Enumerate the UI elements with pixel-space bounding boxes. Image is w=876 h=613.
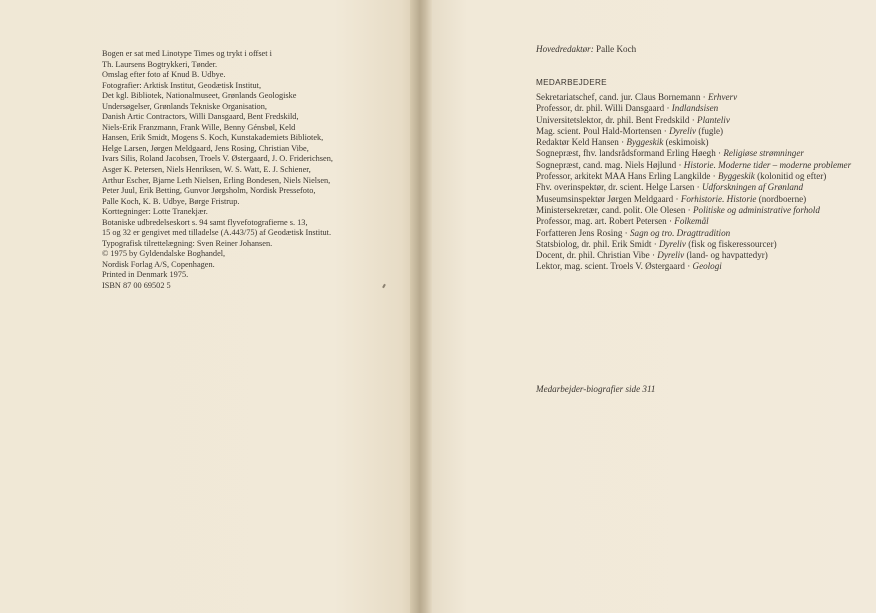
contributor-entry: Ministersekretær, cand. polit. Ole Olesen · Politiske og administrative forhold xyxy=(536,204,820,215)
colophon-line: © 1975 by Gyldendalske Boghandel, xyxy=(102,249,226,259)
contributor-entry: Universitetslektor, dr. phil. Bent Fredskild · Planteliv xyxy=(536,114,730,125)
colophon-line: Bogen er sat med Linotype Times og trykt i offset i xyxy=(102,49,272,58)
right-page xyxy=(432,0,876,613)
contributor-topic: Religiøse strømninger xyxy=(723,148,804,159)
contributor-entry: Fhv. overinspektør, dr. scient. Helge Larsen · Udforskningen af Grønland xyxy=(536,182,804,193)
contributor-name: Lektor, mag. scient. Troels V. Østergaard xyxy=(536,261,685,272)
colophon-line: Typografisk tilrettelægning: Sven Reiner Johansen. xyxy=(102,238,273,248)
contributor-topic: Planteliv xyxy=(697,114,730,125)
contributor-name: Sognepræst, cand. mag. Niels Højlund xyxy=(536,159,677,170)
contributor-name: Forfatteren Jens Rosing xyxy=(536,227,623,238)
contributor-entry: Professor, dr. phil. Willi Dansgaard · Indlandsisen xyxy=(536,103,719,114)
contributor-topic: Geologi xyxy=(692,261,722,272)
colophon xyxy=(102,49,402,292)
colophon-line: Fotografier: Arktisk Institut, Geodætisk Institut, xyxy=(102,80,262,90)
contributor-topic: Dyreliv xyxy=(657,250,685,261)
colophon-line: ISBN 87 00 69502 5 xyxy=(102,281,171,291)
left-page xyxy=(0,0,418,613)
contributor-entry: Mag. scient. Poul Hald-Mortensen · Dyreliv (fugle) xyxy=(536,125,724,136)
contributor-topic: Byggeskik xyxy=(626,137,664,148)
contributor-entry: Professor, arkitekt MAA Hans Erling Langkilde · Byggeskik (kolonitid og efter) xyxy=(536,171,827,182)
contributor-topic: Indlandsisen xyxy=(671,103,719,114)
colophon-line: Th. Laursens Bogtrykkeri, Tønder. xyxy=(102,59,218,69)
contributor-topic: Byggeskik xyxy=(717,171,755,182)
colophon-line: Arthur Escher, Bjarne Leth Nielsen, Erling Bondesen, Niels Nielsen, xyxy=(102,175,331,185)
colophon-line: Peter Juul, Erik Betting, Gunvor Jørgsholm, Nordisk Pressefoto, xyxy=(102,186,316,196)
contributor-entry: Sognepræst, cand. mag. Niels Højlund · Historie. Moderne tider – moderne problemer xyxy=(536,159,852,170)
contributor-topic: Politiske og administrative forhold xyxy=(692,204,820,215)
contributor-name: Professor, dr. phil. Willi Dansgaard xyxy=(536,103,665,114)
contributor-entry: Statsbiolog, dr. phil. Erik Smidt · Dyreliv (fisk og fiskeressourcer) xyxy=(536,238,777,249)
colophon-line: Botaniske udbredelseskort s. 94 samt flyvefotografierne s. 13, xyxy=(102,217,308,227)
editor-in-chief xyxy=(536,44,876,54)
contributor-topic: Udforskningen af Grønland xyxy=(701,182,804,193)
contributor-name: Statsbiolog, dr. phil. Erik Smidt xyxy=(536,238,652,249)
book-gutter xyxy=(410,0,432,613)
colophon-line: Helge Larsen, Jørgen Meldgaard, Jens Rosing, Christian Vibe, xyxy=(102,143,309,153)
contributor-entry: Museumsinspektør Jørgen Meldgaard · Forhistorie. Historie (nordboerne) xyxy=(536,193,807,204)
contributor-topic: Erhverv xyxy=(707,92,738,102)
contributor-entry: Sekretariatschef, cand. jur. Claus Bornemann · Erhverv xyxy=(536,92,738,102)
biographies-note: Medarbejder-biografier side 311 xyxy=(536,384,656,394)
contributor-name: Mag. scient. Poul Hald-Mortensen xyxy=(536,125,662,136)
colophon-line: Danish Artic Contractors, Willi Dansgaard, Bent Fredskild, xyxy=(102,112,299,122)
section-heading: MEDARBEJDERE xyxy=(536,78,607,87)
staff-list xyxy=(536,44,876,273)
contributor-topic: Historie. Moderne tider – moderne problemer xyxy=(683,159,852,170)
colophon-line: Omslag efter foto af Knud B. Udbye. xyxy=(102,70,226,80)
contributor-extra: (eskimoisk) xyxy=(665,137,709,148)
contributor-extra: (fisk og fiskeressourcer) xyxy=(688,238,777,249)
colophon-line: Undersøgelser, Grønlands Tekniske Organisation, xyxy=(102,101,267,111)
contributor-topic: Folkemål xyxy=(674,216,709,227)
contributor-entry: Forfatteren Jens Rosing · Sagn og tro. Dragttradition xyxy=(536,227,731,238)
contributor-name: Sekretariatschef, cand. jur. Claus Bornemann xyxy=(536,92,701,102)
contributor-topic: Forhistorie. Historie xyxy=(680,193,757,204)
contributor-entry: Docent, dr. phil. Christian Vibe · Dyreliv (land- og havpattedyr) xyxy=(536,250,768,261)
contributor-entry: Sognepræst, fhv. landsrådsformand Erling Høegh · Religiøse strømninger xyxy=(536,148,804,159)
contributor-topic: Dyreliv xyxy=(669,125,697,136)
contributor-entry: Professor, mag. art. Robert Petersen · Folkemål xyxy=(536,216,709,227)
colophon-line: Ivars Silis, Roland Jacobsen, Troels V. Østergaard, J. O. Friderichsen, xyxy=(102,154,333,164)
contributor-topic: Dyreliv xyxy=(659,238,686,249)
colophon-line: Nordisk Forlag A/S, Copenhagen. xyxy=(102,259,215,269)
editor-name: Palle Koch xyxy=(596,44,637,54)
contributor-extra: (land- og havpattedyr) xyxy=(686,250,768,261)
contributor-name: Professor, arkitekt MAA Hans Erling Langkilde xyxy=(536,171,711,182)
contributor-topic: Sagn og tro. Dragttradition xyxy=(629,227,731,238)
contributor-entry: Redaktør Keld Hansen · Byggeskik (eskimoisk) xyxy=(536,137,709,148)
contributor-extra: (fugle) xyxy=(698,125,724,136)
contributor-entry: Lektor, mag. scient. Troels V. Østergaard · Geologi xyxy=(536,261,722,272)
contributor-name: Professor, mag. art. Robert Petersen xyxy=(536,216,667,227)
contributor-extra: (kolonitid og efter) xyxy=(757,171,827,182)
colophon-line: Korttegninger: Lotte Tranekjær. xyxy=(102,207,208,217)
colophon-line: Det kgl. Bibliotek, Nationalmuseet, Grønlands Geologiske xyxy=(102,91,297,101)
contributor-name: Fhv. overinspektør, dr. scient. Helge Larsen xyxy=(536,182,695,193)
colophon-line: Hansen, Erik Smidt, Mogens S. Koch, Kunstakademiets Bibliotek, xyxy=(102,133,324,143)
contributor-name: Sognepræst, fhv. landsrådsformand Erling Høegh xyxy=(536,148,716,159)
colophon-line: Palle Koch, K. B. Udbye, Børge Fristrup. xyxy=(102,196,240,206)
colophon-line: 15 og 32 er gengivet med tilladelse (A.443/75) af Geodætisk Institut. xyxy=(102,228,332,238)
contributor-name: Museumsinspektør Jørgen Meldgaard xyxy=(536,193,674,204)
contributor-name: Docent, dr. phil. Christian Vibe xyxy=(536,250,650,261)
contributors-list xyxy=(536,92,876,273)
contributor-extra: (nordboerne) xyxy=(758,193,807,204)
colophon-line: Printed in Denmark 1975. xyxy=(102,270,189,280)
contributor-name: Ministersekretær, cand. polit. Ole Olesen xyxy=(536,204,686,215)
colophon-line: Asger K. Petersen, Niels Henriksen, W. S. Watt, E. J. Schiener, xyxy=(102,165,311,175)
colophon-line: Niels-Erik Franzmann, Frank Wille, Benny Génsbøl, Keld xyxy=(102,122,296,132)
editor-label: Hovedredaktør: xyxy=(536,44,594,54)
contributor-name: Universitetslektor, dr. phil. Bent Fredskild xyxy=(536,114,690,125)
contributor-name: Redaktør Keld Hansen xyxy=(536,137,619,148)
